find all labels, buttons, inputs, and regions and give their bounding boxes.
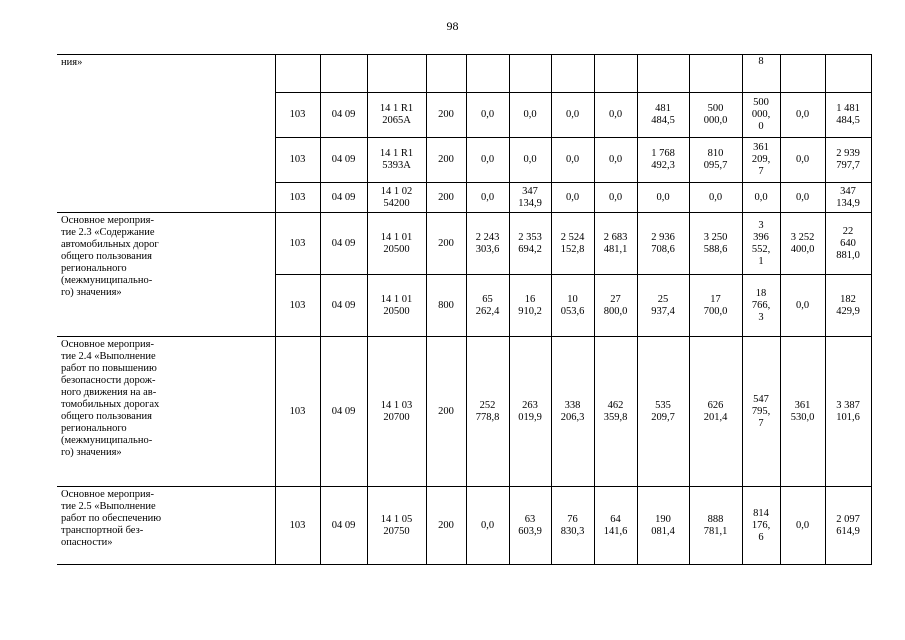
- value-cell: 0,0: [637, 183, 689, 213]
- value-cell: 200: [426, 93, 466, 138]
- value-cell: 810 095,7: [689, 138, 742, 183]
- value-cell: 14 1 01 20500: [367, 213, 426, 275]
- value-cell: [594, 55, 637, 93]
- value-cell: 200: [426, 487, 466, 565]
- value-cell: 347 134,9: [825, 183, 871, 213]
- value-cell: 103: [275, 337, 320, 487]
- value-cell: 3 252 400,0: [780, 213, 825, 275]
- value-cell: 64 141,6: [594, 487, 637, 565]
- budget-table: [57, 54, 872, 565]
- value-cell: 103: [275, 93, 320, 138]
- value-cell: 0,0: [594, 183, 637, 213]
- value-cell: [689, 55, 742, 93]
- value-cell: 103: [275, 275, 320, 337]
- value-cell: 16 910,2: [509, 275, 551, 337]
- value-cell: 0,0: [551, 183, 594, 213]
- value-cell: 2 936 708,6: [637, 213, 689, 275]
- value-cell: 04 09: [320, 275, 367, 337]
- value-cell: 0,0: [742, 183, 780, 213]
- value-cell: 0,0: [780, 275, 825, 337]
- value-cell: [637, 55, 689, 93]
- value-cell: 3 396 552, 1: [742, 213, 780, 275]
- table-row: [57, 213, 871, 275]
- value-cell: 76 830,3: [551, 487, 594, 565]
- value-cell: 0,0: [509, 93, 551, 138]
- value-cell: 547 795, 7: [742, 337, 780, 487]
- value-cell: 0,0: [509, 138, 551, 183]
- value-cell: 462 359,8: [594, 337, 637, 487]
- value-cell: 2 353 694,2: [509, 213, 551, 275]
- value-cell: 0,0: [551, 93, 594, 138]
- activity-name-cell: Основное мероприя- тие 2.4 «Выполнение работ по повышению безопасности дорож- ного движения на ав- томобильных дорогах общего пользования регионального (межмуниципально- го) значения»: [57, 337, 192, 487]
- page-number: 98: [446, 19, 459, 33]
- value-cell: 14 1 01 20500: [367, 275, 426, 337]
- value-cell: 0,0: [466, 183, 509, 213]
- value-cell: 103: [275, 487, 320, 565]
- value-cell: 200: [426, 213, 466, 275]
- value-cell: 0,0: [780, 487, 825, 565]
- value-cell: 0,0: [780, 93, 825, 138]
- value-cell: [780, 55, 825, 93]
- value-cell: 0,0: [466, 138, 509, 183]
- executor-cell: [192, 213, 275, 337]
- executor-cell: [192, 55, 275, 213]
- value-cell: 888 781,1: [689, 487, 742, 565]
- value-cell: 1 481 484,5: [825, 93, 871, 138]
- value-cell: 65 262,4: [466, 275, 509, 337]
- value-cell: 04 09: [320, 213, 367, 275]
- value-cell: 0,0: [466, 487, 509, 565]
- activity-name-cell: Основное мероприя- тие 2.5 «Выполнение работ по обеспечению транспортной без- опасности»: [57, 487, 192, 565]
- value-cell: 04 09: [320, 337, 367, 487]
- value-cell: 14 1 R1 5393А: [367, 138, 426, 183]
- value-cell: 347 134,9: [509, 183, 551, 213]
- value-cell: 18 766, 3: [742, 275, 780, 337]
- value-cell: 361 209, 7: [742, 138, 780, 183]
- value-cell: 814 176, 6: [742, 487, 780, 565]
- value-cell: 103: [275, 213, 320, 275]
- value-cell: 0,0: [466, 93, 509, 138]
- table-row: [57, 55, 871, 93]
- value-cell: 626 201,4: [689, 337, 742, 487]
- value-cell: 200: [426, 183, 466, 213]
- value-cell: 0,0: [551, 138, 594, 183]
- value-cell: 27 800,0: [594, 275, 637, 337]
- value-cell: 500 000,0: [689, 93, 742, 138]
- value-cell: 1 768 492,3: [637, 138, 689, 183]
- value-cell: [320, 55, 367, 93]
- value-cell: 10 053,6: [551, 275, 594, 337]
- value-cell: 103: [275, 183, 320, 213]
- value-cell: 2 524 152,8: [551, 213, 594, 275]
- value-cell: 04 09: [320, 487, 367, 565]
- value-cell: 535 209,7: [637, 337, 689, 487]
- value-cell: 14 1 03 20700: [367, 337, 426, 487]
- value-cell: 0,0: [689, 183, 742, 213]
- executor-cell: [192, 487, 275, 565]
- value-cell: [466, 55, 509, 93]
- value-cell: 8: [742, 55, 780, 93]
- value-cell: 200: [426, 337, 466, 487]
- value-cell: 25 937,4: [637, 275, 689, 337]
- value-cell: [551, 55, 594, 93]
- value-cell: [275, 55, 320, 93]
- table-row: [57, 337, 871, 487]
- value-cell: 338 206,3: [551, 337, 594, 487]
- value-cell: 04 09: [320, 183, 367, 213]
- value-cell: 63 603,9: [509, 487, 551, 565]
- value-cell: 0,0: [594, 138, 637, 183]
- value-cell: [825, 55, 871, 93]
- value-cell: 0,0: [780, 183, 825, 213]
- activity-name-cell: ния»: [57, 55, 192, 213]
- value-cell: 2 939 797,7: [825, 138, 871, 183]
- value-cell: 481 484,5: [637, 93, 689, 138]
- value-cell: [367, 55, 426, 93]
- value-cell: 14 1 02 54200: [367, 183, 426, 213]
- value-cell: 04 09: [320, 138, 367, 183]
- value-cell: 04 09: [320, 93, 367, 138]
- value-cell: 252 778,8: [466, 337, 509, 487]
- value-cell: 14 1 05 20750: [367, 487, 426, 565]
- value-cell: 190 081,4: [637, 487, 689, 565]
- value-cell: 2 097 614,9: [825, 487, 871, 565]
- value-cell: 103: [275, 138, 320, 183]
- value-cell: 2 683 481,1: [594, 213, 637, 275]
- value-cell: 182 429,9: [825, 275, 871, 337]
- value-cell: [426, 55, 466, 93]
- value-cell: 200: [426, 138, 466, 183]
- activity-name-cell: Основное мероприя- тие 2.3 «Содержание автомобильных дорог общего пользования регионального (межмуниципально- го) значения»: [57, 213, 192, 337]
- table-row: [57, 487, 871, 565]
- value-cell: 263 019,9: [509, 337, 551, 487]
- value-cell: [509, 55, 551, 93]
- value-cell: 361 530,0: [780, 337, 825, 487]
- value-cell: 22 640 881,0: [825, 213, 871, 275]
- value-cell: 3 387 101,6: [825, 337, 871, 487]
- value-cell: 0,0: [780, 138, 825, 183]
- value-cell: 0,0: [594, 93, 637, 138]
- value-cell: 800: [426, 275, 466, 337]
- value-cell: 500 000, 0: [742, 93, 780, 138]
- value-cell: 2 243 303,6: [466, 213, 509, 275]
- value-cell: 14 1 R1 2065А: [367, 93, 426, 138]
- executor-cell: [192, 337, 275, 487]
- value-cell: 3 250 588,6: [689, 213, 742, 275]
- value-cell: 17 700,0: [689, 275, 742, 337]
